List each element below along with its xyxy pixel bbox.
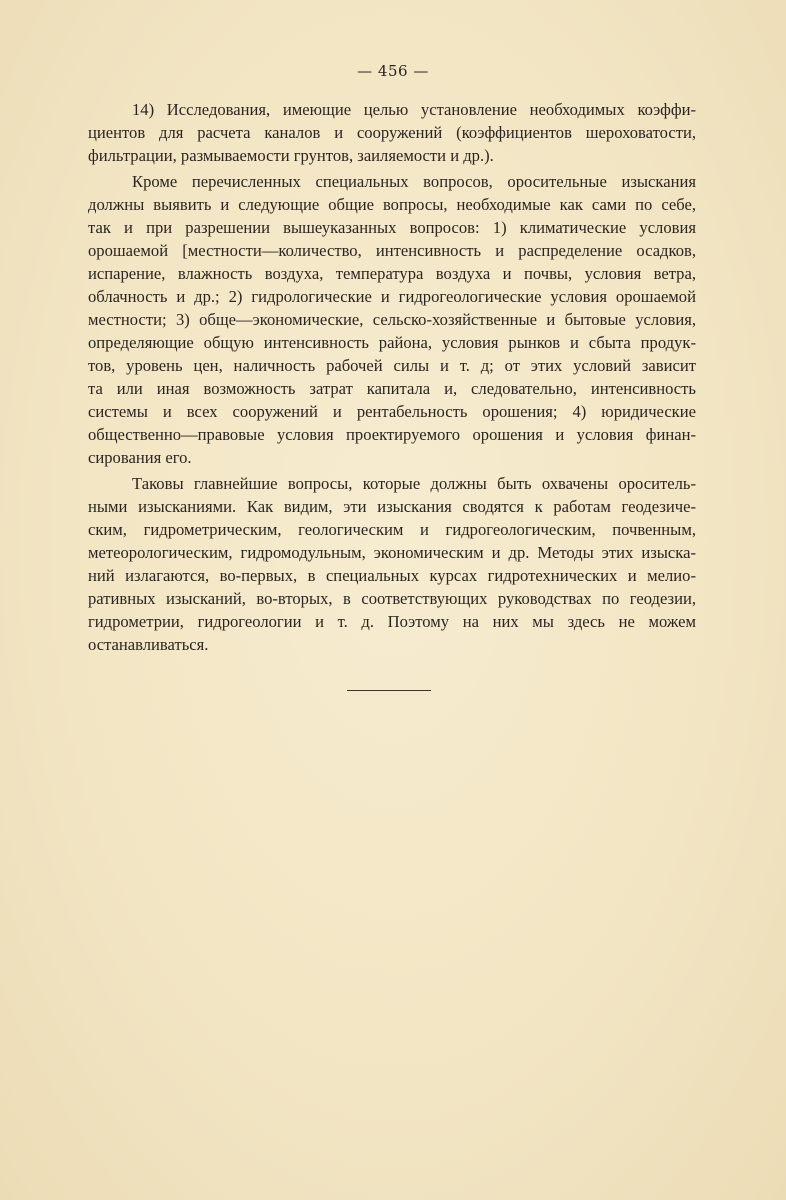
section-divider	[347, 690, 431, 691]
text-line: ными изысканиями. Как видим, эти изыскания сводятся к работам геодезиче-	[88, 497, 696, 516]
body-text	[88, 98, 696, 659]
text-line: 14) Исследования, имеющие целью установление необходимых коэффи-	[132, 100, 696, 119]
text-line: та или иная возможность затрат капитала и, следовательно, интенсивность	[88, 379, 696, 398]
text-line: так и при разрешении вышеуказанных вопросов: 1) климатические условия	[88, 218, 696, 237]
text-line: ративных изысканий, во-вторых, в соответствующих руководствах по геодезии,	[88, 589, 696, 608]
text-line: тов, уровень цен, наличность рабочей силы и т. д; от этих условий зависит	[88, 356, 696, 375]
text-line: сирования его.	[88, 448, 192, 467]
text-line: метеорологическим, гидромодульным, экономическим и др. Методы этих изыска-	[88, 543, 696, 562]
text-line: определяющие общую интенсивность района, условия рынков и сбыта продук-	[88, 333, 696, 352]
text-line: Таковы главнейшие вопросы, которые должны быть охвачены ороситель-	[132, 474, 696, 493]
text-line: ским, гидрометрическим, геологическим и гидрогеологическим, почвенным,	[88, 520, 696, 539]
text-line: циентов для расчета каналов и сооружений (коэффициентов шероховатости,	[88, 123, 696, 142]
paragraph-2	[88, 170, 696, 469]
text-line: ний излагаются, во-первых, в специальных курсах гидротехнических и мелио-	[88, 566, 696, 585]
text-line: гидрометрии, гидрогеологии и т. д. Поэтому на них мы здесь не можем	[88, 612, 696, 631]
page-number: — 456 —	[357, 62, 429, 80]
paragraph-1	[88, 98, 696, 167]
text-line: общественно—правовые условия проектируемого орошения и условия финан-	[88, 425, 696, 444]
text-line: должны выявить и следующие общие вопросы, необходимые как сами по себе,	[88, 195, 696, 214]
paragraph-3	[88, 472, 696, 656]
text-line: фильтрации, размываемости грунтов, заиляемости и др.).	[88, 146, 494, 165]
text-line: испарение, влажность воздуха, температура воздуха и почвы, условия ветра,	[88, 264, 696, 283]
text-line: местности; 3) обще—экономические, сельско-хозяйственные и бытовые условия,	[88, 310, 696, 329]
text-line: облачность и др.; 2) гидрологические и гидрогеологические условия орошаемой	[88, 287, 696, 306]
text-line: системы и всех сооружений и рентабельность орошения; 4) юридические	[88, 402, 696, 421]
text-line: орошаемой [местности—количество, интенсивность и распределение осадков,	[88, 241, 696, 260]
text-line: останавливаться.	[88, 635, 209, 654]
text-line: Кроме перечисленных специальных вопросов, оросительные изыскания	[132, 172, 696, 191]
